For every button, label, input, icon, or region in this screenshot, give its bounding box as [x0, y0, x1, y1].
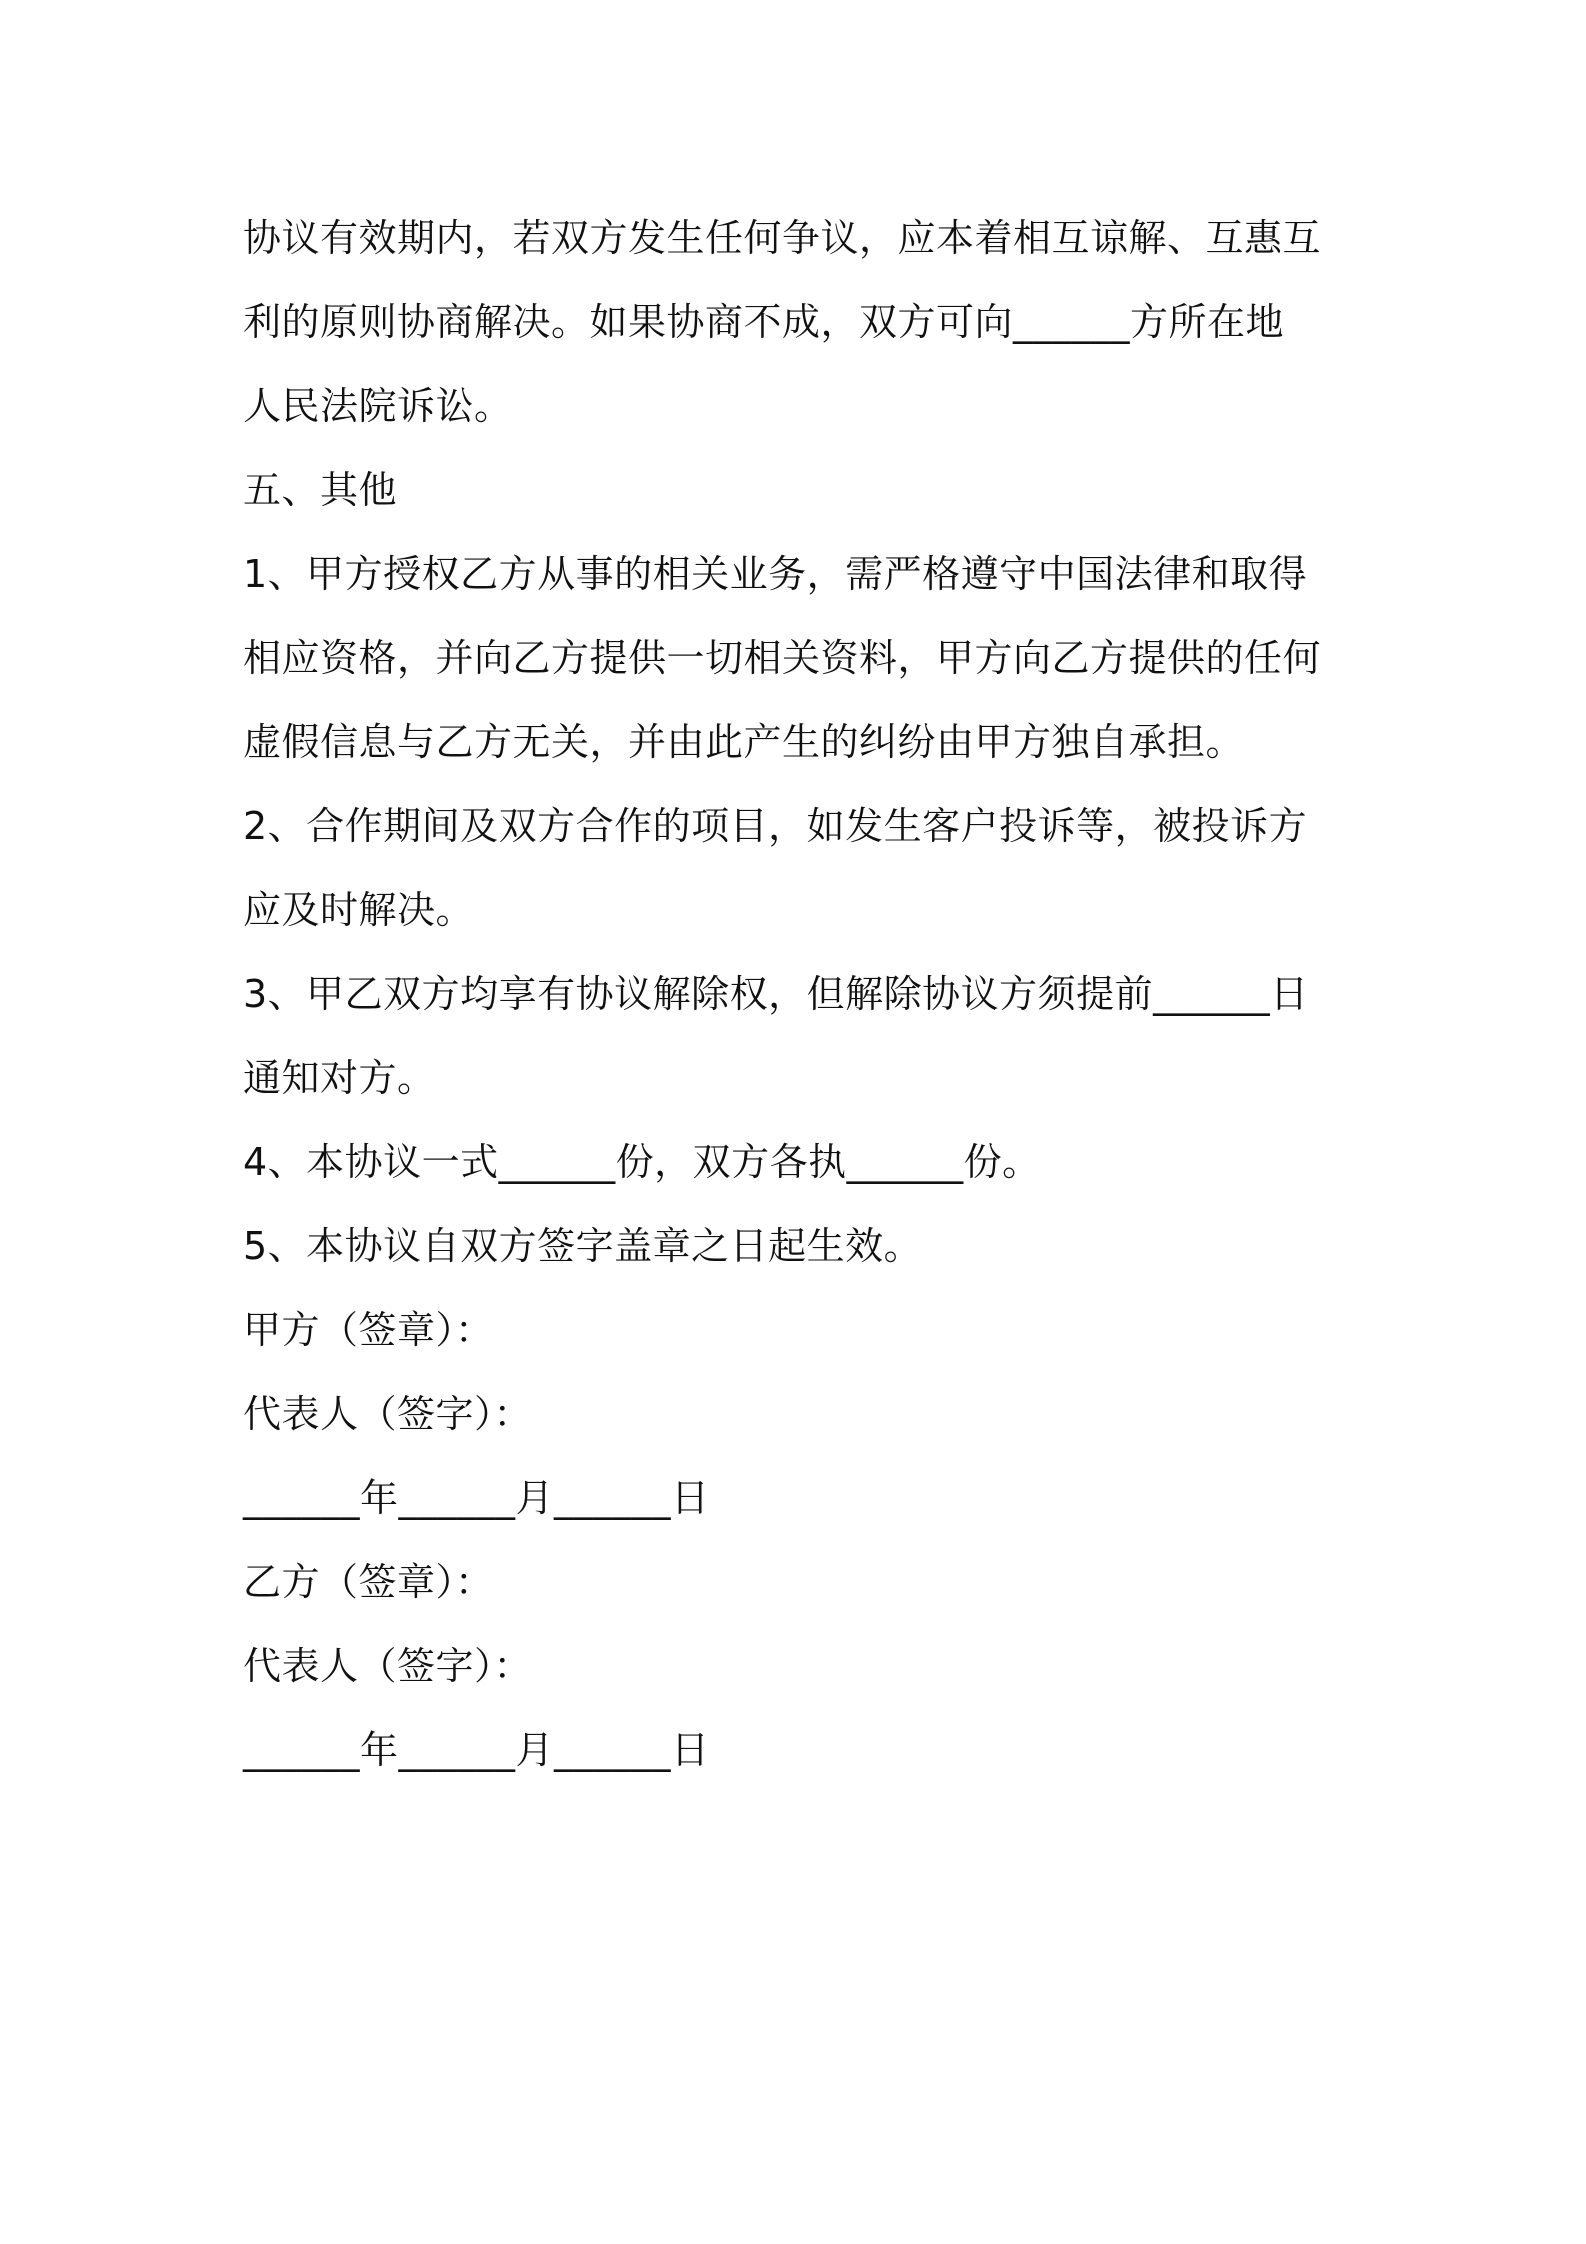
- party-b-representative: 代表人（签字）：: [243, 1644, 533, 1688]
- document-body: [243, 196, 1363, 1792]
- party-a-representative: 代表人（签字）：: [243, 1392, 533, 1436]
- clause-1-line-1: 1、甲方授权乙方从事的相关业务，需严格遵守中国法律和取得: [243, 552, 1308, 596]
- dispute-clause-line-2: 利的原则协商解决。如果协商不成，双方可向______方所在地: [243, 300, 1285, 344]
- party-a-seal: 甲方（签章）：: [243, 1308, 494, 1352]
- party-b-date: ______年______月______日: [243, 1728, 710, 1772]
- clause-3-line-1: 3、甲乙双方均享有协议解除权，但解除协议方须提前______日: [243, 972, 1309, 1016]
- dispute-clause-line-1: 协议有效期内，若双方发生任何争议，应本着相互谅解、互惠互: [243, 216, 1322, 260]
- clause-3-line-2: 通知对方。: [243, 1056, 436, 1100]
- party-b-seal: 乙方（签章）：: [243, 1560, 494, 1604]
- dispute-clause-line-3: 人民法院诉讼。: [243, 384, 513, 428]
- clause-2-line-2: 应及时解决。: [243, 888, 475, 932]
- party-a-date: ______年______月______日: [243, 1476, 710, 1520]
- clause-5: 5、本协议自双方签字盖章之日起生效。: [243, 1224, 923, 1268]
- clause-2-line-1: 2、合作期间及双方合作的项目，如发生客户投诉等，被投诉方: [243, 804, 1308, 848]
- clause-4: 4、本协议一式______份，双方各执______份。: [243, 1140, 1041, 1184]
- section-heading-other: 五、其他: [243, 468, 398, 512]
- clause-1-line-2: 相应资格，并向乙方提供一切相关资料，甲方向乙方提供的任何: [243, 636, 1322, 680]
- clause-1-line-3: 虚假信息与乙方无关，并由此产生的纠纷由甲方独自承担。: [243, 720, 1245, 764]
